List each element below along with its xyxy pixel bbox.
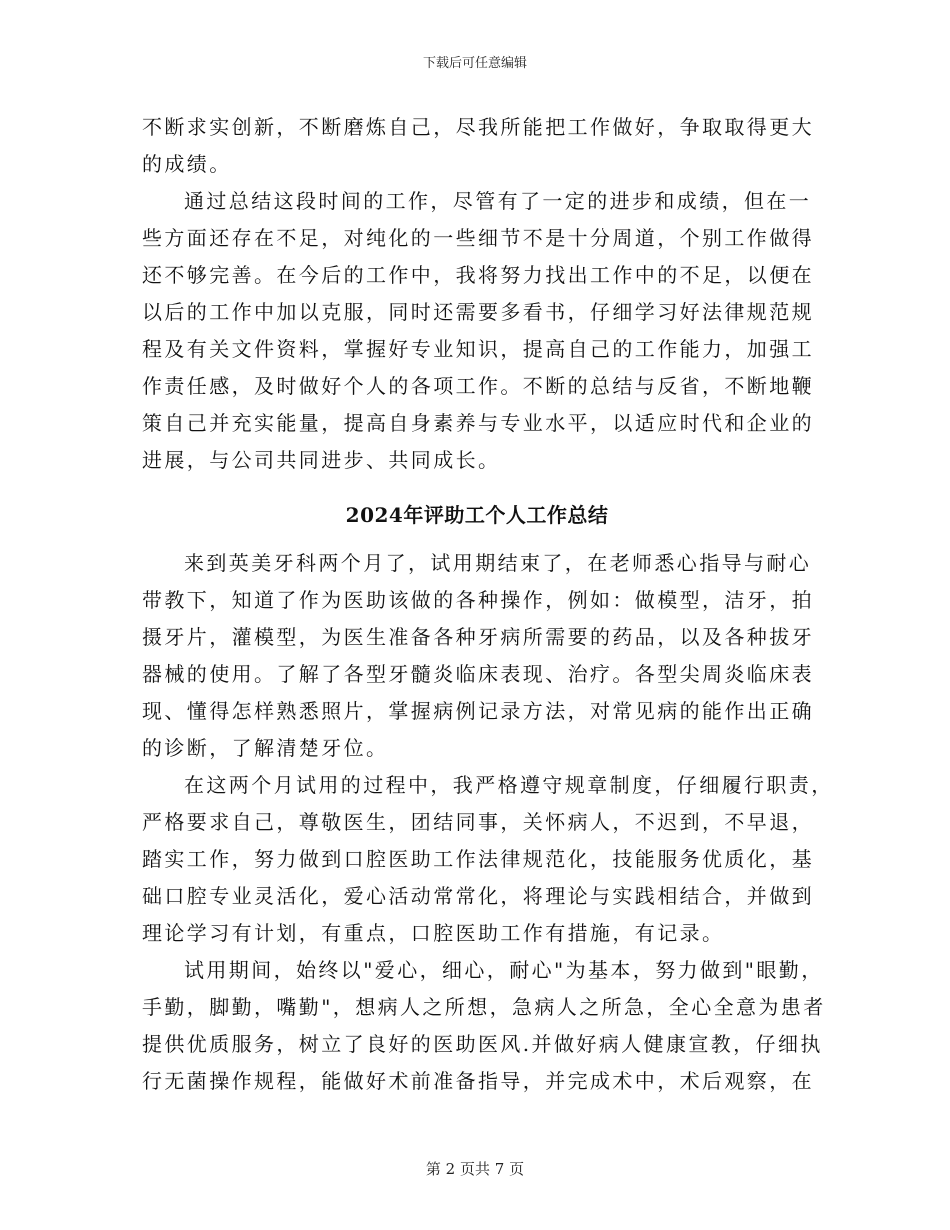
text-line: 摄牙片，灌模型，为医生准备各种牙病所需要的药品，以及各种拔牙 — [142, 625, 814, 649]
paragraphs-before — [142, 109, 812, 479]
text-line: 严格要求自己，尊敬医生，团结同事，关怀病人，不迟到，不早退， — [142, 810, 814, 834]
text-line: 踏实工作，努力做到口腔医助工作法律规范化，技能服务优质化，基 — [142, 847, 814, 871]
text-line: 带教下，知道了作为医助该做的各种操作，例如：做模型，洁牙，拍 — [142, 588, 814, 612]
page-footer: 第 2 页共 7 页 — [425, 1160, 525, 1178]
paragraph — [142, 545, 812, 767]
paragraph — [142, 109, 812, 183]
text-line: 来到英美牙科两个月了，试用期结束了，在老师悉心指导与耐心 — [184, 551, 812, 575]
text-line: 器械的使用。了解了各型牙髓炎临床表现、治疗。各型尖周炎临床表 — [142, 662, 814, 686]
text-line: 些方面还存在不足，对纯化的一些细节不是十分周道，个别工作做得 — [142, 226, 814, 250]
paragraphs-after — [142, 545, 834, 1100]
text-line: 的诊断，了解清楚牙位。 — [142, 736, 389, 760]
paragraph — [142, 952, 826, 1100]
text-line: 还不够完善。在今后的工作中，我将努力找出工作中的不足，以便在 — [142, 263, 814, 287]
text-line: 进展，与公司共同进步、共同成长。 — [142, 448, 501, 472]
text-line: 程及有关文件资料，掌握好专业知识，提高自己的工作能力，加强工 — [142, 337, 814, 361]
text-line: 手勤，脚勤，嘴勤"，想病人之所想，急病人之所急，全心全意为患者 — [142, 995, 826, 1019]
text-line: 现、懂得怎样熟悉照片，掌握病例记录方法，对常见病的能作出正确 — [142, 699, 814, 723]
text-line: 试用期间，始终以"爱心，细心，耐心"为基本，努力做到"眼勤， — [184, 958, 824, 982]
document-body — [142, 109, 834, 1100]
paragraph — [142, 767, 834, 952]
text-line: 通过总结这段时间的工作，尽管有了一定的进步和成绩，但在一 — [184, 189, 812, 213]
text-line: 策自己并充实能量，提高自身素养与专业水平，以适应时代和企业的 — [142, 411, 814, 435]
text-line: 不断求实创新，不断磨炼自己，尽我所能把工作做好，争取取得更大 — [142, 115, 814, 139]
page-header: 下载后可任意编辑 — [422, 56, 527, 71]
text-line: 础口腔专业灵活化，爱心活动常常化，将理论与实践相结合，并做到 — [142, 884, 814, 908]
paragraph — [142, 183, 812, 479]
text-line: 理论学习有计划，有重点，口腔医助工作有措施，有记录。 — [142, 921, 725, 945]
text-line: 提供优质服务，树立了良好的医助医风.并做好病人健康宣教，仔细执 — [142, 1032, 823, 1056]
text-line: 在这两个月试用的过程中，我严格遵守规章制度，仔细履行职责， — [184, 773, 834, 797]
text-line: 以后的工作中加以克服，同时还需要多看书，仔细学习好法律规范规 — [142, 300, 814, 324]
text-line: 作责任感，及时做好个人的各项工作。不断的总结与反省，不断地鞭 — [142, 374, 814, 398]
text-line: 的成绩。 — [142, 152, 232, 176]
section-title: 2024年评助工个人工作总结 — [345, 503, 609, 527]
text-line: 行无菌操作规程，能做好术前准备指导，并完成术中，术后观察，在 — [142, 1069, 814, 1093]
